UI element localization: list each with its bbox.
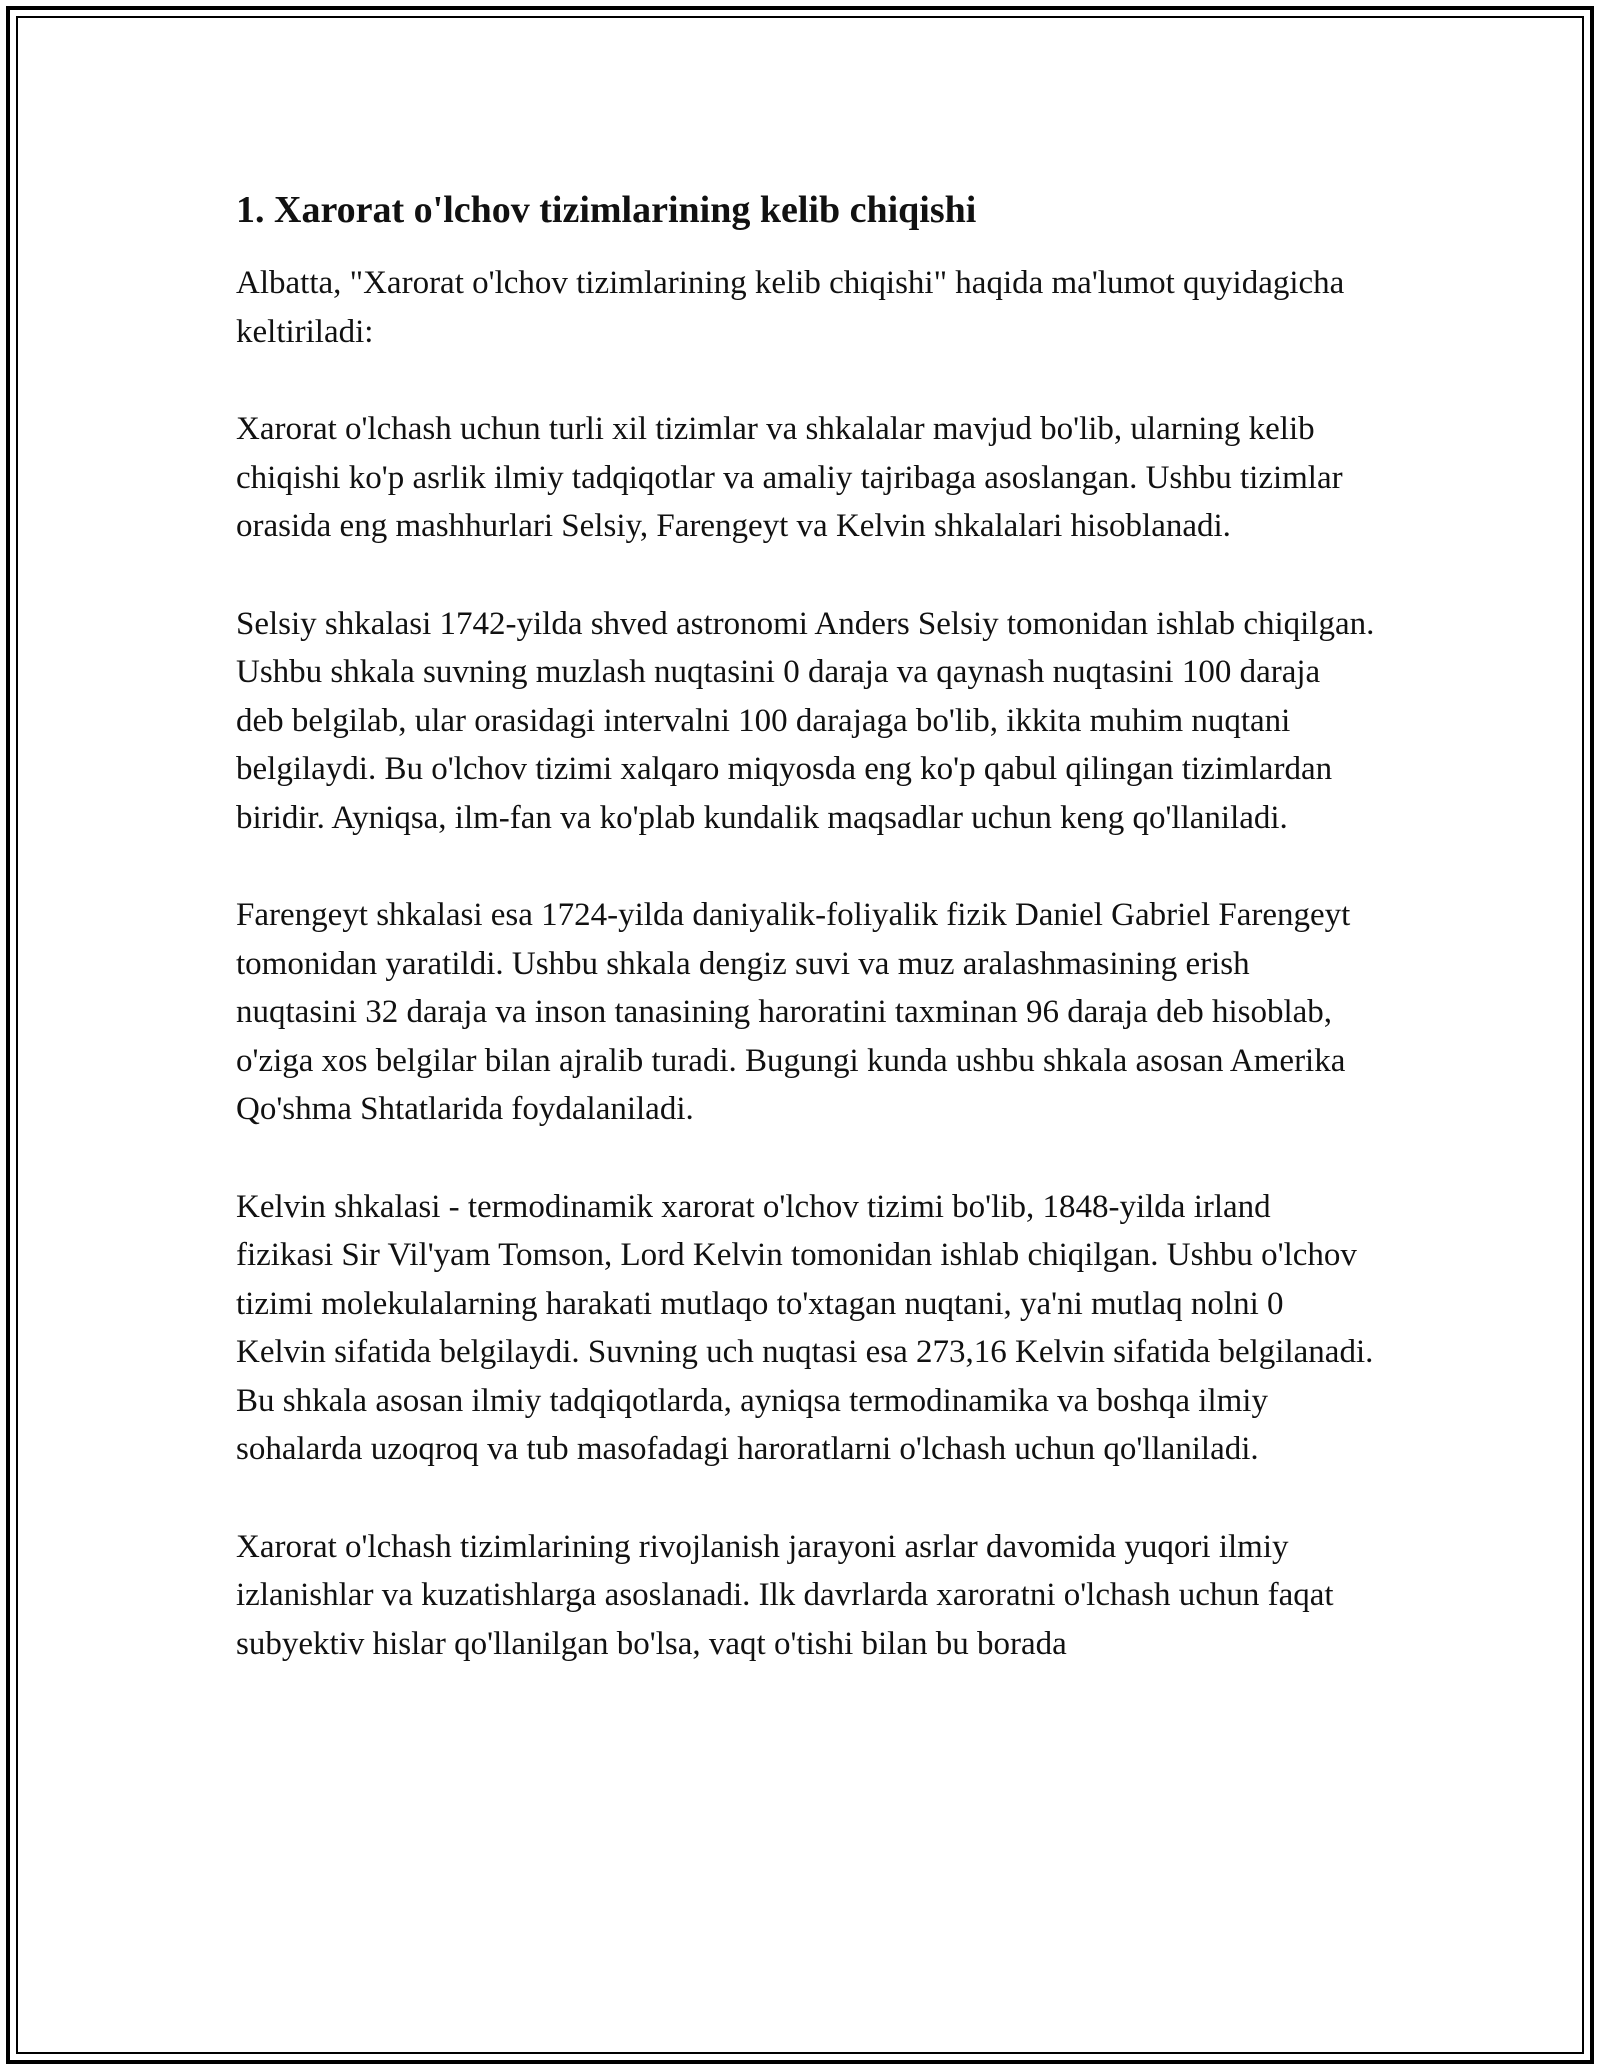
- celsius-paragraph: Selsiy shkalasi 1742-yilda shved astronomi Anders Selsiy tomonidan ishlab chiqilgan. Ushbu shkala suvning muzlash nuqtasini 0 daraja va qaynash nuqtasini 100 daraja deb belgilab, ular orasidagi intervalni 100 darajaga bo'lib, ikkita muhim nuqtani belgilaydi. Bu o'lchov tizimi xalqaro miqyosda eng ko'p qabul qilingan tizimlardan biridir. Ayniqsa, ilm-fan va ko'plab kundalik maqsadlar uchun keng qo'llaniladi.: [236, 605, 1375, 836]
- overview-paragraph: Xarorat o'lchash uchun turli xil tizimlar va shkalalar mavjud bo'lib, ularning kelib chiqishi ko'p asrlik ilmiy tadqiqotlar va amaliy tajribaga asoslangan. Ushbu tizimlar orasida eng mashhurlari Selsiy, Farengeyt va Kelvin shkalalari hisoblanadi.: [236, 411, 1343, 545]
- intro-paragraph: Albatta, "Xarorat o'lchov tizimlarining kelib chiqishi" haqida ma'lumot quyidagicha keltiriladi:: [236, 265, 1345, 350]
- kelvin-paragraph: Kelvin shkalasi - termodinamik xarorat o'lchov tizimi bo'lib, 1848-yilda irland fizikasi Sir Vil'yam Tomson, Lord Kelvin tomonidan ishlab chiqilgan. Ushbu o'lchov tizimi molekulalarning harakati mutlaqo to'xtagan nuqtani, ya'ni mutlaq nolni 0 Kelvin sifatida belgilaydi. Suvning uch nuqtasi esa 273,16 Kelvin sifatida belgilanadi. Bu shkala asosan ilmiy tadqiqotlarda, ayniqsa termodinamika va boshqa ilmiy sohalarda uzoqroq va tub masofadagi haroratlarni o'lchash uchun qo'llaniladi.: [236, 1188, 1374, 1468]
- document-page: [236, 186, 1376, 1668]
- development-paragraph: Xarorat o'lchash tizimlarining rivojlanish jarayoni asrlar davomida yuqori ilmiy izlanishlar va kuzatishlarga asoslanadi. Ilk davrlarda xaroratni o'lchash uchun faqat subyektiv hislar qo'llanilgan bo'lsa, vaqt o'tishi bilan bu borada: [236, 1528, 1334, 1662]
- fahrenheit-paragraph: Farengeyt shkalasi esa 1724-yilda daniyalik-foliyalik fizik Daniel Gabriel Farengeyt tomonidan yaratildi. Ushbu shkala dengiz suvi va muz aralashmasining erish nuqtasini 32 daraja va inson tanasining haroratini taxminan 96 daraja deb hisoblab, o'ziga xos belgilar bilan ajralib turadi. Bugungi kunda ushbu shkala asosan Amerika Qo'shma Shtatlarida foydalaniladi.: [236, 897, 1351, 1128]
- section-title: 1. Xarorat o'lchov tizimlarining kelib chiqishi: [236, 189, 977, 231]
